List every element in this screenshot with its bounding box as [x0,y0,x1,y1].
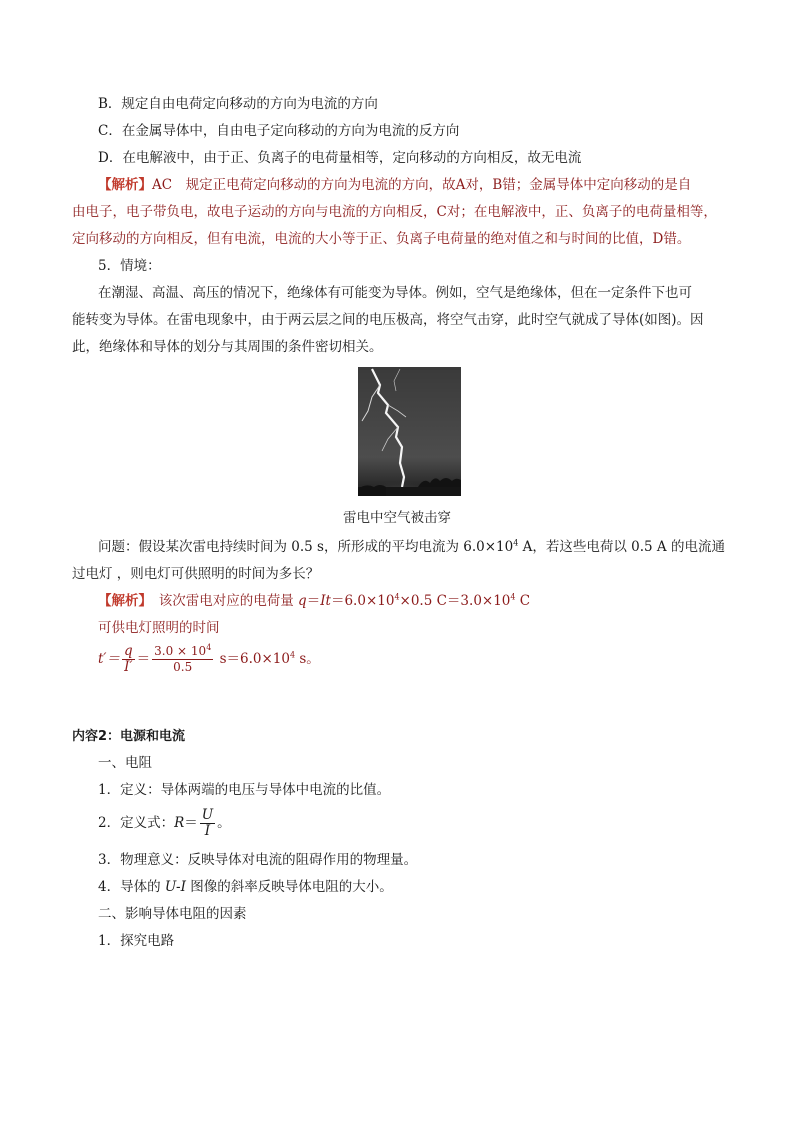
analysis1-line2: 由电子，电子带负电，故电子运动的方向与电流的方向相反，C对；在电解液中，正、负离子的电荷量相等， [72,204,717,220]
option-b: B．规定自由电荷定向移动的方向为电流的方向 [98,96,378,112]
situation-heading: 5．情境： [98,258,161,274]
question-line1: 问题：假设某次雷电持续时间为 0.5 s，所形成的平均电流为 $6.0\times 10^4$ A，若这些电荷以 0.5 A 的电流通 [98,538,725,555]
fraction-q-over-i: $\frac{q}{I'}$ [124,643,133,675]
section-resistance: 一、电阻 [98,755,152,771]
lightning-photo [358,367,461,496]
photo-caption: 雷电中空气被击穿 [343,510,451,526]
option-d: D．在电解液中，由于正、负离子的电荷量相等，定向移动的方向相反，故无电流 [98,150,582,166]
fraction-numeric: $\frac{3.0 \times 10^4}{0.5}$ [154,643,212,674]
analysis-tag: 【解析】 [98,177,152,193]
situation-line1: 在潮湿、高温、高压的情况下，绝缘体有可能变为导体。例如，空气是绝缘体，但在一定条件下也可 [98,285,692,301]
section-factors: 二、影响导体电阻的因素 [98,906,247,922]
situation-line3: 此，绝缘体和导体的划分与其周围的条件密切相关。 [72,339,383,355]
analysis2-formula: t′＝ $\frac{q}{I'}$ ＝ $\frac{3.0 \times 10^4}{0.5}$ $s=6.0\times 10^4$ s。 [98,643,320,675]
analysis-tag: 【解析】 [98,593,146,609]
analysis1-line3: 定向移动的方向相反，但有电流，电流的大小等于正、负离子电荷量的绝对值之和与时间的比值，D错。 [72,231,691,247]
content2-heading: 内容2：电源和电流 [72,729,186,744]
item-meaning: 3．物理意义：反映导体对电流的阻碍作用的物理量。 [98,852,418,868]
lightning-icon [358,367,461,496]
fraction-u-over-i: $\frac{U}{I}$ [201,807,214,839]
analysis2-line2: 可供电灯照明的时间 [98,620,220,636]
analysis1-line1: 【解析】AC 规定正电荷定向移动的方向为电流的方向，故A对，B错；金属导体中定向移动的是自 [98,177,692,193]
item-definition: 1．定义：导体两端的电压与导体中电流的比值。 [98,782,391,798]
analysis2-line1: 【解析】 该次雷电对应的电荷量 $q=It=6.0\times 10^4\times 0.5$ $C=3.0\times 10^4$ C [98,592,531,609]
item-ui-graph: 4．导体的 U-I 图像的斜率反映导体电阻的大小。 [98,879,393,895]
item-formula: 2．定义式：R＝ $\frac{U}{I}$ 。 [98,807,231,839]
item-explore-circuit: 1．探究电路 [98,933,175,949]
situation-line2: 能转变为导体。在雷电现象中，由于两云层之间的电压极高，将空气击穿，此时空气就成了导体(如图)。因 [72,312,704,328]
option-c: C．在金属导体中，自由电子定向移动的方向为电流的反方向 [98,123,460,139]
question-line2: 过电灯 ，则电灯可供照明的时间为多长？ [72,566,320,582]
